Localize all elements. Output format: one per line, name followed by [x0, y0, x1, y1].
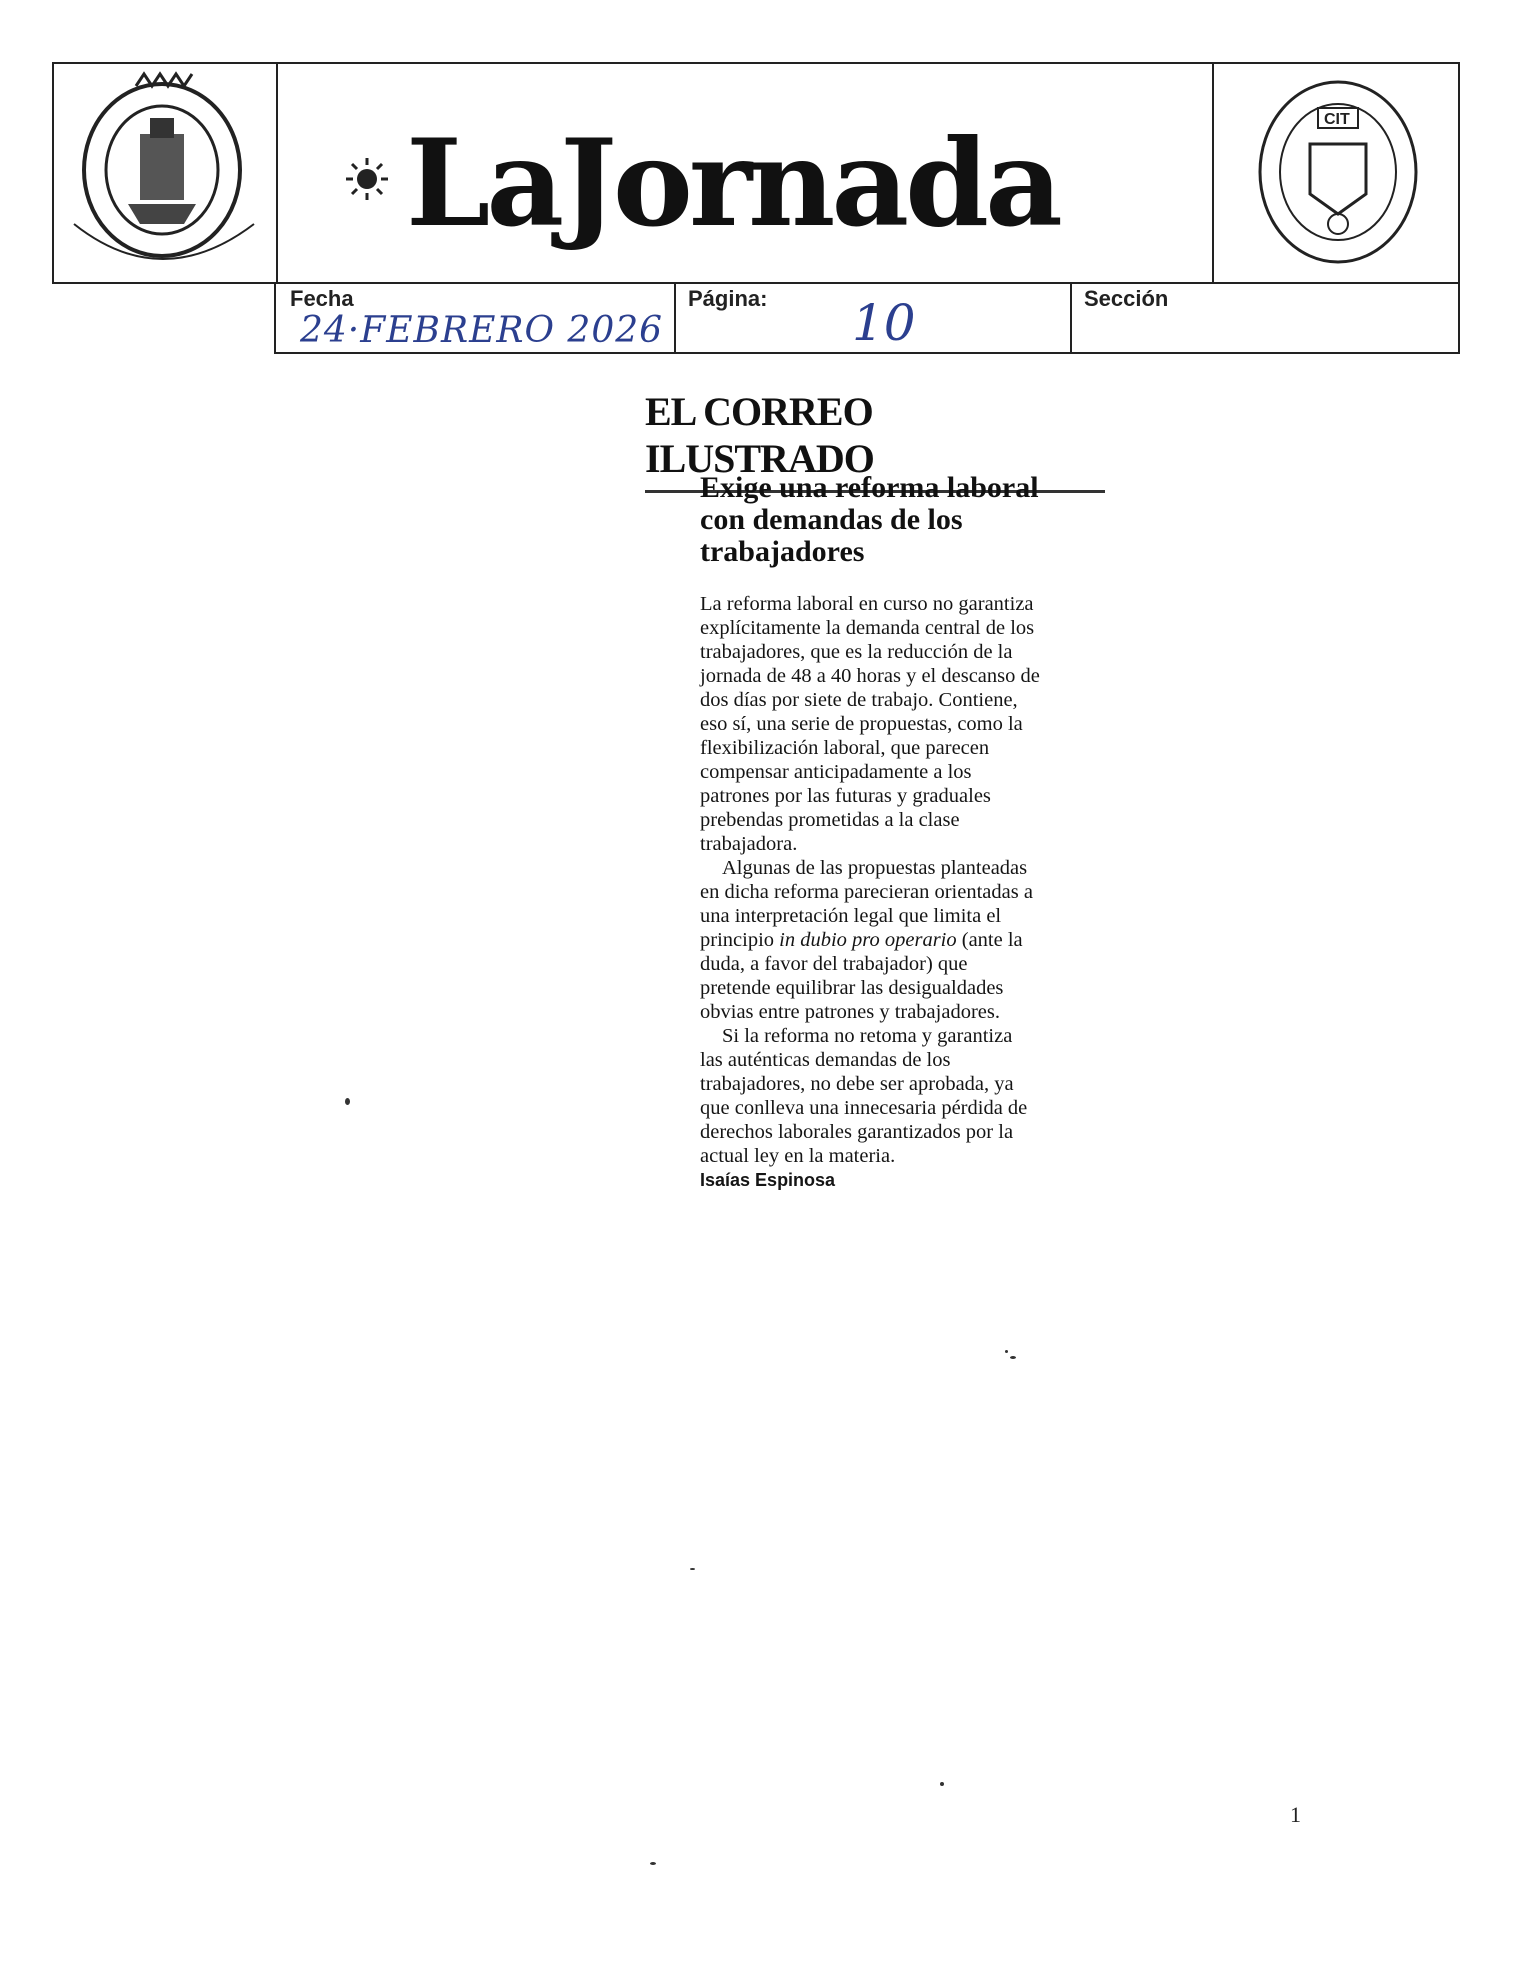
cit-seal-cell: [1212, 64, 1462, 284]
masthead-cell: [276, 64, 1212, 284]
article-clipping: [700, 472, 1040, 1191]
pagina-label: Página:: [688, 286, 768, 311]
union-seal-icon: [54, 64, 276, 284]
masthead-title: LaJornada: [406, 113, 1059, 254]
pagina-value: 10: [852, 294, 916, 352]
seccion-label: Sección: [1084, 286, 1169, 311]
fecha-label: Fecha: [290, 286, 354, 311]
fecha-cell: [276, 284, 676, 352]
scan-speck: [345, 1098, 350, 1105]
scan-speck: [1005, 1350, 1008, 1353]
pagina-cell: [674, 284, 1072, 352]
article-paragraph-1: La reforma laboral en curso no garantiza explícitamente la demanda central de los trabajadores, que es la reducción de la jornada de 48 a 40 horas y el descanso de dos días por siete de trabajo. Contiene, eso sí, una serie de propuestas, como la flexibilización laboral, que parecen compensar anticipadamente a los patrones por las futuras y graduales prebendas prometidas a la clase trabajadora.: [700, 593, 1040, 855]
page-number: 1: [1290, 1802, 1301, 1827]
svg-text:CIT: CIT: [1324, 111, 1350, 128]
section-title: EL CORREO ILUSTRADO: [645, 388, 1105, 493]
cit-seal-icon: [1214, 64, 1462, 284]
scan-speck: [1010, 1356, 1016, 1359]
article-paragraph-3: Si la reforma no retoma y garantiza las auténticas demandas de los trabajadores, no debe ser aprobada, ya que conlleva una innecesaria pérdida de derechos laborales garantizados por la actual ley en la materia.: [700, 1025, 1028, 1167]
paragraph-2-start: Algunas de las propuestas planteadas en dicha reforma parecieran orientadas a una interpretación legal que limita el principio: [700, 857, 1033, 951]
header-table: [52, 62, 1460, 284]
union-seal-cell: [54, 64, 278, 284]
scan-speck: [650, 1862, 656, 1865]
article-headline: Exige una reforma laboral con demandas de los trabajadores: [700, 471, 1039, 568]
seccion-cell: [1070, 284, 1460, 352]
scan-speck: [940, 1782, 944, 1786]
article-paragraph-2: [700, 856, 1040, 1024]
scan-speck: [690, 1568, 695, 1570]
article-author: Isaías Espinosa: [700, 1170, 836, 1190]
metadata-row: [274, 284, 1460, 354]
fecha-value: 24·FEBRERO 2026: [300, 310, 664, 351]
paragraph-2-end: (ante la duda, a favor del trabajador) que pretende equilibrar las desigualdades obvias entre patrones y trabajadores.: [700, 929, 1023, 1023]
sun-logo-icon: [344, 156, 390, 202]
latin-phrase: in dubio pro operario: [779, 929, 957, 951]
